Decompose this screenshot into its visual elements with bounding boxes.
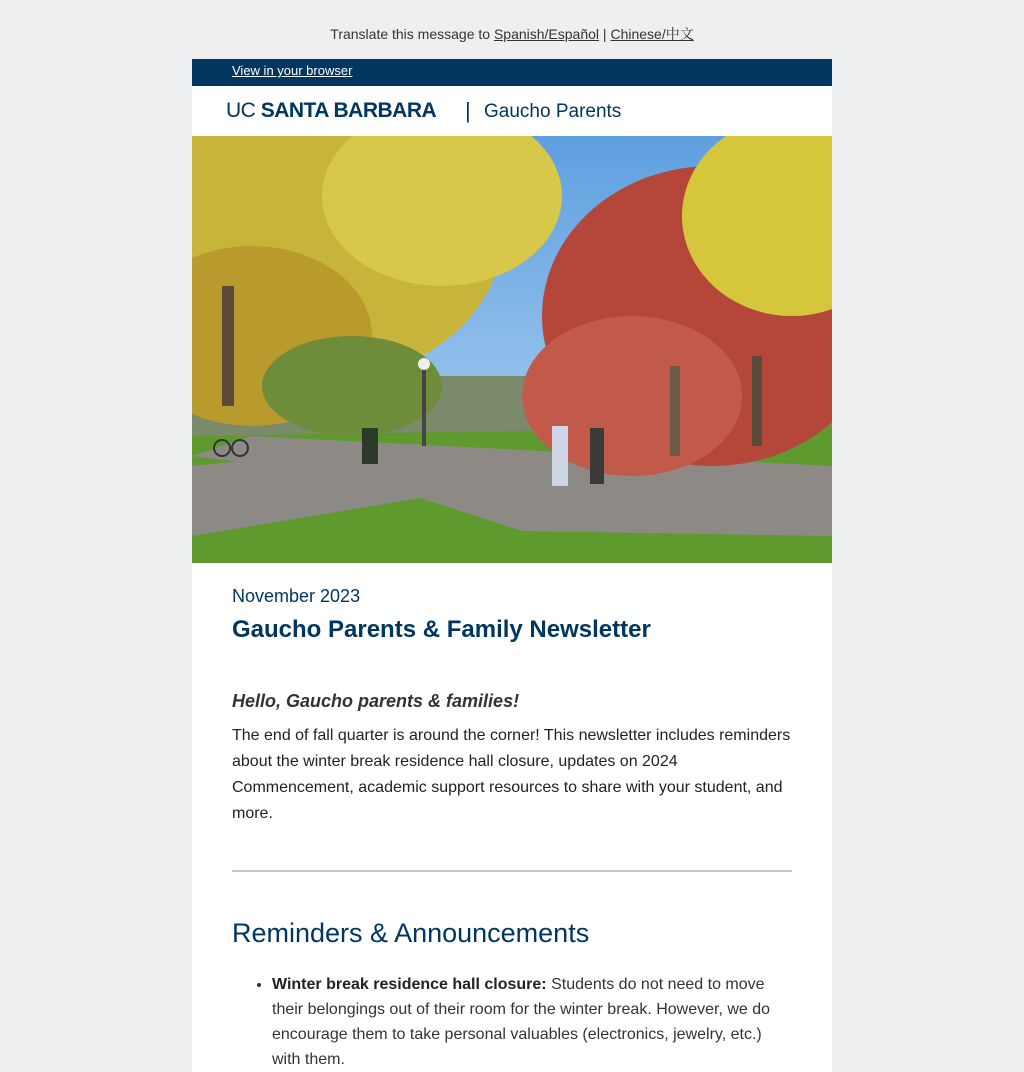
logo-santa-barbara: SANTA BARBARA [260,99,437,122]
list-item-text: Students do not need to move their belongings out of their room for the winter break. However, we do encourage them to take personal valuables (electronics, jewelry, etc.) with them. [272,976,771,1068]
list-item-heading: Winter break residence hall closure: [272,976,547,993]
hero-image [192,136,832,563]
intro-paragraph: The end of fall quarter is around the corner! This newsletter includes reminders about the winter break residence hall closure, updates on 2024 Commencement, academic support resources to share with your student, and more. [232,727,791,822]
view-in-browser-link[interactable]: View in your browser [232,63,353,78]
main-content [192,563,832,1072]
brand-header [192,86,832,136]
newsletter-title: Gaucho Parents & Family Newsletter [232,616,651,643]
list-item [272,972,792,1072]
section-divider [232,870,792,872]
topbar [192,59,832,86]
translate-separator: | [602,26,607,42]
logo-uc: UC [226,99,256,122]
reminders-section-title: Reminders & Announcements [232,918,590,948]
translate-prefix: Translate this message to [330,26,491,42]
brand-separator: | [465,98,471,123]
brand-program: Gaucho Parents [484,101,622,122]
greeting: Hello, Gaucho parents & families! [232,691,520,711]
translate-bar [0,0,1024,59]
translate-spanish-link[interactable]: Spanish/Español [493,26,600,42]
reminders-list [232,972,792,1072]
issue-date: November 2023 [232,586,361,606]
ucsb-logo[interactable] [226,99,436,123]
translate-chinese-link[interactable]: Chinese/中文 [610,26,694,42]
email-container [192,59,832,1072]
